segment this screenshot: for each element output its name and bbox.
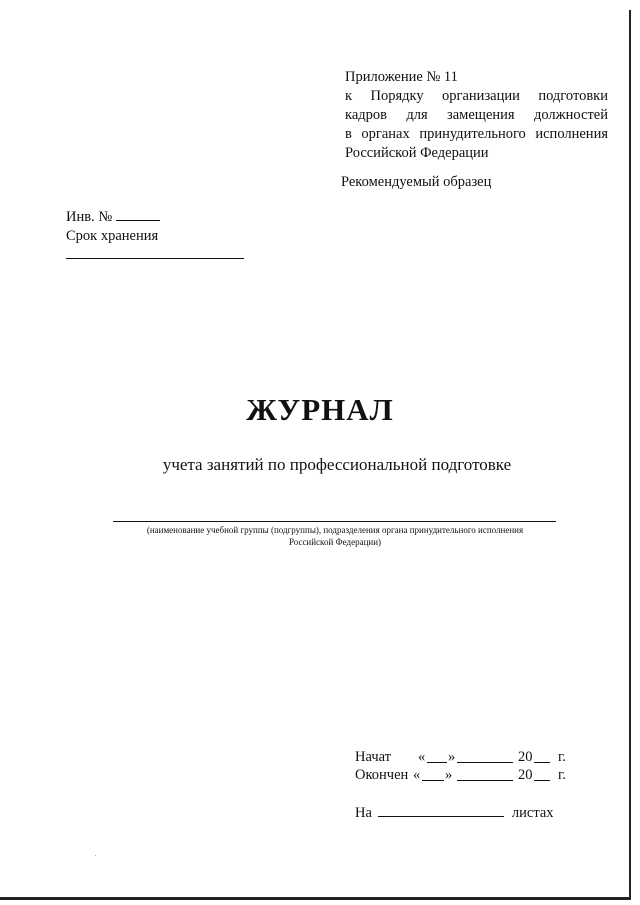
started-day-blank <box>427 748 447 763</box>
sample-label: Рекомендуемый образец <box>341 174 492 190</box>
sheets-row <box>355 802 554 822</box>
group-name-blank <box>113 521 556 522</box>
journal-subtitle: учета занятий по профессиональной подготовке <box>162 455 512 474</box>
group-caption-line-2: Российской Федерации) <box>288 537 382 547</box>
group-name-caption <box>105 524 565 548</box>
started-month-blank <box>457 748 513 763</box>
ended-year-blank <box>534 766 550 781</box>
storage-period-label: Срок хранения <box>66 228 159 244</box>
ended-open-quote: « <box>413 767 421 783</box>
started-label: Начат <box>355 749 392 765</box>
group-caption-line-1: (наименование учебной группы (подгруппы), подразделения органа принудительного исполнения <box>146 525 524 535</box>
appendix-number: Приложение № 11 <box>345 69 458 85</box>
started-year-blank <box>534 748 550 763</box>
started-year-prefix: 20 <box>518 749 533 765</box>
ended-year-prefix: 20 <box>518 767 533 783</box>
started-year-suffix: г. <box>558 749 566 765</box>
storage-period-blank <box>66 258 244 259</box>
started-close-quote: » <box>448 749 456 765</box>
scan-speck <box>95 855 96 856</box>
inventory-number-label: Инв. № <box>66 209 113 225</box>
appendix-line-2: к Порядку организации подготовки <box>345 88 608 104</box>
scan-border-bottom <box>0 897 631 900</box>
sheets-count-blank <box>378 802 504 817</box>
sheets-prefix: На <box>355 805 372 821</box>
ended-year-suffix: г. <box>558 767 566 783</box>
sheets-suffix: листах <box>511 805 554 821</box>
appendix-header <box>345 68 608 163</box>
appendix-line-3: кадров для замещения должностей <box>345 107 608 123</box>
ended-label: Окончен <box>355 767 409 783</box>
ended-close-quote: » <box>445 767 453 783</box>
ended-day-blank <box>422 766 444 781</box>
ended-month-blank <box>457 766 513 781</box>
appendix-line-4: в органах принудительного исполнения <box>345 126 608 142</box>
appendix-line-5: Российской Федерации <box>345 145 489 161</box>
inventory-number-blank <box>116 206 160 221</box>
started-open-quote: « <box>418 749 426 765</box>
inventory-block <box>66 206 160 246</box>
scan-border-right <box>629 10 631 898</box>
journal-title: ЖУРНАЛ <box>246 392 394 427</box>
